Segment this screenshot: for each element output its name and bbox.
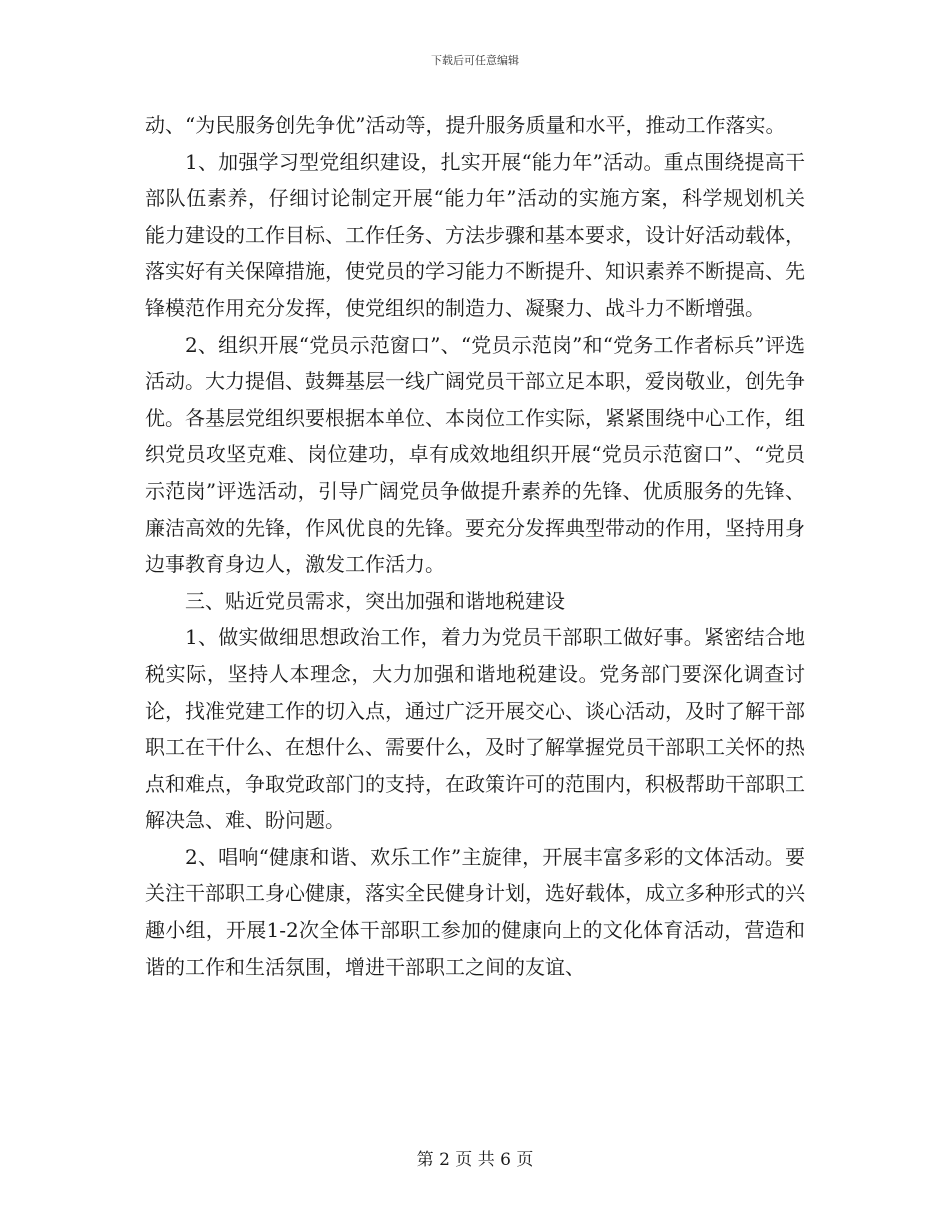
paragraph-model-selection: 2、组织开展“党员示范窗口”、“党员示范岗”和“党务工作者标兵”评选活动。大力提倡、鼓舞基层一线广阔党员干部立足本职，爱岗敬业，创先争优。各基层党组织要根据本单位、本岗位工作实际，紧紧围绕中心工作，组织党员攻坚克难、岗位建功，卓有成效地组织开展“党员示范窗口”、“党员示范岗”评选活动，引导广阔党员争做提升素养的先锋、优质服务的先锋、廉洁高效的先锋，作风优良的先锋。要充分发挥典型带动的作用，坚持用身边事教育身边人，激发工作活力。 bbox=[145, 332, 805, 577]
paragraph-learning-organization: 1、加强学习型党组织建设，扎实开展“能力年”活动。重点围绕提高干部队伍素养，仔细讨论制定开展“能力年”活动的实施方案，科学规划机关能力建设的工作目标、工作任务、方法步骤和基本要求，设计好活动载体，落实好有关保障措施，使党员的学习能力不断提升、知识素养不断提高、先锋模范作用充分发挥，使党组织的制造力、凝聚力、战斗力不断增强。 bbox=[145, 149, 805, 320]
paragraph-continuation: 动、“为民服务创先争优”活动等，提升服务质量和水平，推动工作落实。 bbox=[145, 113, 786, 137]
document-body bbox=[145, 107, 805, 985]
paragraph-ideological-work: 1、做实做细思想政治工作，着力为党员干部职工做好事。紧密结合地税实际，坚持人本理念，大力加强和谐地税建设。党务部门要深化调查讨论，找准党建工作的切入点，通过广泛开展交心、谈心活动，及时了解干部职工在干什么、在想什么、需要什么，及时了解掌握党员干部职工关怀的热点和难点，争取党政部门的支持，在政策许可的范围内，积极帮助干部职工解决急、难、盼问题。 bbox=[145, 625, 805, 833]
paragraph-cultural-activities: 2、唱响“健康和谐、欢乐工作”主旋律，开展丰富多彩的文体活动。要关注干部职工身心健康，落实全民健身计划，选好载体，成立多种形式的兴趣小组，开展1-2次全体干部职工参加的健康向上的文化体育活动，营造和谐的工作和生活氛围，增进干部职工之间的友谊、 bbox=[145, 844, 805, 979]
section-heading-harmony: 三、贴近党员需求，突出加强和谐地税建设 bbox=[185, 588, 565, 613]
header-note: 下载后可任意编辑 bbox=[431, 54, 519, 67]
page-number: 第 2 页 共 6 页 bbox=[416, 1150, 534, 1170]
